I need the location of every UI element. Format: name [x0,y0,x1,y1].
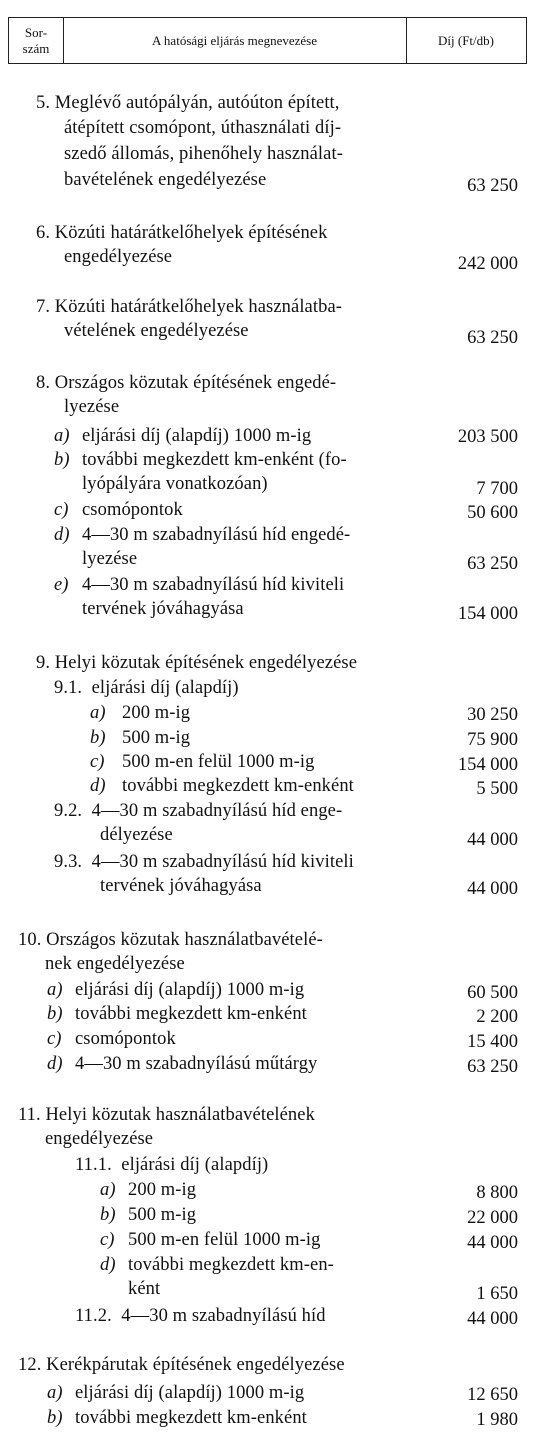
fee-value: 154 000 [457,755,518,775]
sub-item-mark: a) [100,1180,116,1200]
sub-item-text: csomópontok [75,1029,176,1049]
fee-value: 44 000 [467,1309,518,1329]
header-col-number-line2: szám [22,40,50,56]
fee-value: 5 500 [476,779,518,799]
sub-item-text: 200 m-ig [128,1180,197,1200]
sub-item-text: 4—30 m szabadnyílású híd engedé- [82,525,351,545]
section-title: 9.1. eljárási díj (alapdíj) [54,678,239,698]
sub-item-mark: d) [47,1054,63,1074]
item-text-line: lyezése [64,397,120,417]
fee-value: 63 250 [467,328,518,348]
fee-value: 63 250 [467,554,518,574]
section-title: délyezése [100,825,173,845]
sub-item-text: lyezése [82,549,138,569]
section-title: tervének jóváhagyása [100,876,262,896]
fee-value: 75 900 [467,730,518,750]
sub-item-mark: c) [100,1230,115,1250]
fee-value: 44 000 [467,830,518,850]
sub-item-text: 500 m-en felül 1000 m-ig [122,752,315,772]
sub-item-mark: b) [47,1408,63,1428]
sub-item-mark: c) [47,1029,62,1049]
item-text-line: 8. Országos közutak építésének engedé- [36,373,337,393]
fee-value: 63 250 [467,1057,518,1077]
sub-item-mark: a) [90,703,106,723]
sub-item-mark: d) [90,776,106,796]
header-col-number-line1: Sor- [24,24,48,40]
fee-value: 44 000 [467,879,518,899]
fee-value: 8 800 [476,1183,518,1203]
sub-item-mark: a) [47,980,63,1000]
fee-value: 2 200 [476,1007,518,1027]
header-col-number [9,18,64,63]
fee-value: 50 600 [467,503,518,523]
sub-item-text: eljárási díj (alapdíj) 1000 m-ig [75,1383,305,1403]
sub-item-mark: d) [100,1255,116,1275]
item-text-line: engedélyezése [64,247,173,267]
sub-item-text: tervének jóváhagyása [82,599,244,619]
sub-item-mark: d) [54,525,70,545]
fee-value: 44 000 [467,1233,518,1253]
item-text-line: 12. Kerékpárutak építésének engedélyezése [18,1355,345,1375]
fee-value: 203 500 [457,427,518,447]
header-col-fee: Díj (Ft/db) [438,32,494,48]
table-header [8,17,527,64]
fee-value: 1 650 [476,1284,518,1304]
fee-value: 7 700 [476,479,518,499]
item-text-line: átépített csomópont, úthasználati díj- [64,118,342,138]
sub-item-text: további megkezdett km-enként [75,1408,307,1428]
sub-item-text: 500 m-ig [128,1205,197,1225]
sub-item-text: 500 m-en felül 1000 m-ig [128,1230,321,1250]
fee-value: 30 250 [467,705,518,725]
section-title: 11.1. eljárási díj (alapdíj) [75,1155,269,1175]
sub-item-text: 4—30 m szabadnyílású műtárgy [75,1054,318,1074]
item-text-line: 6. Közúti határátkelőhelyek építésének [36,223,328,243]
sub-item-text: ként [128,1279,161,1299]
sub-item-mark: a) [54,426,70,446]
sub-item-mark: c) [54,500,69,520]
item-text-line: nek engedélyezése [45,954,185,974]
sub-item-text: 200 m-ig [122,703,191,723]
sub-item-text: eljárási díj (alapdíj) 1000 m-ig [75,980,305,1000]
sub-item-text: 500 m-ig [122,728,191,748]
item-text-line: 7. Közúti határátkelőhelyek használatba- [36,297,343,317]
item-text-line: 9. Helyi közutak építésének engedélyezése [36,653,358,673]
section-title: 11.2. 4—30 m szabadnyílású híd [75,1306,326,1326]
sub-item-text: további megkezdett km-enként [75,1004,307,1024]
item-text-line: engedélyezése [45,1129,154,1149]
item-text-line: 5. Meglévő autópályán, autóúton épített, [36,93,340,113]
item-text-line: 10. Országos közutak használatbavételé- [18,930,323,950]
section-title: 9.3. 4—30 m szabadnyílású híd kiviteli [54,852,354,872]
fee-value: 15 400 [467,1032,518,1052]
fee-value: 242 000 [457,254,518,274]
fee-value: 12 650 [467,1385,518,1405]
sub-item-text: 4—30 m szabadnyílású híd kiviteli [82,575,345,595]
item-text-line: bavételének engedélyezése [64,170,267,190]
sub-item-mark: b) [100,1205,116,1225]
fee-value: 63 250 [467,176,518,196]
item-text-line: vételének engedélyezése [64,321,249,341]
sub-item-text: csomópontok [82,500,183,520]
sub-item-text: további megkezdett km-enként (fo- [82,450,347,470]
fee-value: 1 980 [476,1410,518,1430]
fee-value: 22 000 [467,1208,518,1228]
item-text-line: 11. Helyi közutak használatbavételének [18,1105,315,1125]
sub-item-mark: b) [90,728,106,748]
sub-item-text: további megkezdett km-enként [122,776,354,796]
sub-item-mark: c) [90,752,105,772]
item-text-line: szedő állomás, pihenőhely használat- [64,144,343,164]
fee-value: 60 500 [467,983,518,1003]
fee-value: 154 000 [457,604,518,624]
sub-item-mark: b) [54,450,70,470]
sub-item-text: lyópályára vonatkozóan) [82,474,268,494]
section-title: 9.2. 4—30 m szabadnyílású híd enge- [54,801,343,821]
sub-item-text: eljárási díj (alapdíj) 1000 m-ig [82,426,312,446]
sub-item-text: további megkezdett km-en- [128,1255,334,1275]
sub-item-mark: a) [47,1383,63,1403]
header-col-procedure: A hatósági eljárás megnevezése [63,18,407,63]
sub-item-mark: b) [47,1004,63,1024]
sub-item-mark: e) [54,575,69,595]
